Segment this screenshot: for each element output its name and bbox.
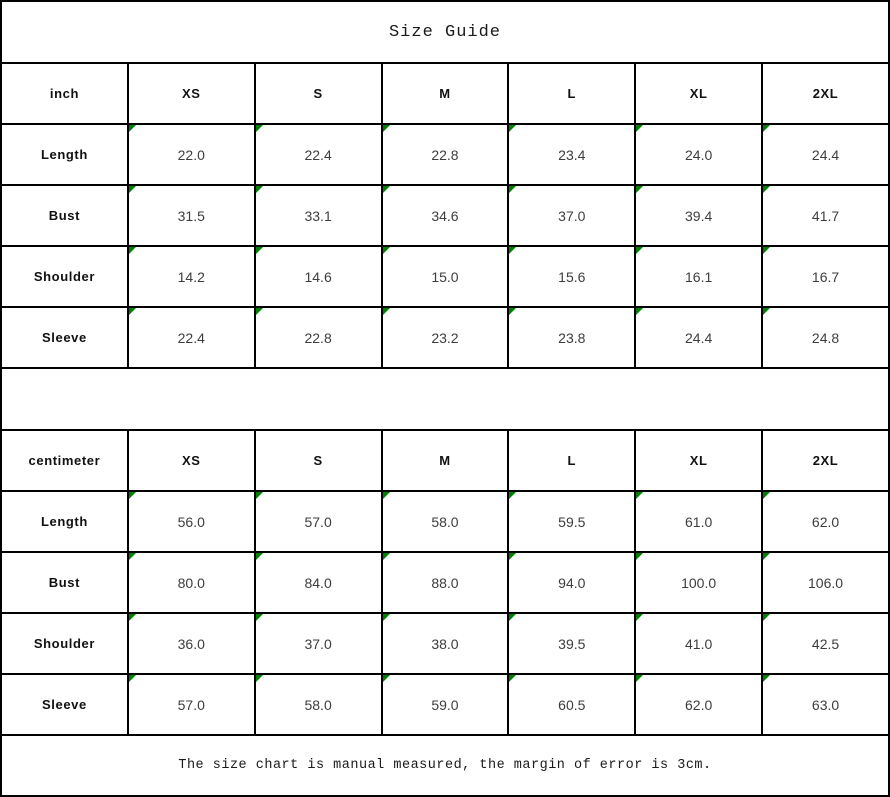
unit-header-cell: inch: [1, 63, 128, 124]
row-label-cell: Sleeve: [1, 307, 128, 368]
measurement-row: [1, 307, 889, 368]
size-value-cell: 80.0: [128, 552, 255, 613]
size-value-cell: 56.0: [128, 491, 255, 552]
size-value-cell: 14.2: [128, 246, 255, 307]
size-value-cell: 39.5: [508, 613, 635, 674]
cell-corner-marker-icon: [763, 492, 770, 499]
cell-corner-marker-icon: [763, 125, 770, 132]
title-row: [1, 1, 889, 63]
size-value-cell: 22.0: [128, 124, 255, 185]
size-value-cell: 24.0: [635, 124, 762, 185]
cell-corner-marker-icon: [509, 492, 516, 499]
cell-corner-marker-icon: [256, 308, 263, 315]
measurement-row: [1, 552, 889, 613]
cell-corner-marker-icon: [129, 186, 136, 193]
size-value-cell: 22.8: [255, 307, 382, 368]
cell-corner-marker-icon: [129, 614, 136, 621]
size-header-cell-s: S: [255, 63, 382, 124]
size-value-cell: 41.7: [762, 185, 889, 246]
size-value-cell: 23.4: [508, 124, 635, 185]
cell-corner-marker-icon: [636, 675, 643, 682]
size-header-cell-s: S: [255, 430, 382, 491]
size-header-cell-l: L: [508, 430, 635, 491]
cell-corner-marker-icon: [256, 553, 263, 560]
cell-corner-marker-icon: [383, 492, 390, 499]
size-value-cell: 23.8: [508, 307, 635, 368]
size-value-cell: 33.1: [255, 185, 382, 246]
cell-corner-marker-icon: [636, 614, 643, 621]
measurement-row: [1, 124, 889, 185]
size-value-cell: 34.6: [382, 185, 509, 246]
size-header-cell-2xl: 2XL: [762, 430, 889, 491]
size-value-cell: 14.6: [255, 246, 382, 307]
size-value-cell: 24.4: [635, 307, 762, 368]
size-value-cell: 60.5: [508, 674, 635, 735]
cell-corner-marker-icon: [256, 675, 263, 682]
size-value-cell: 24.8: [762, 307, 889, 368]
spacer-cell: [1, 368, 889, 430]
cell-corner-marker-icon: [509, 186, 516, 193]
unit-header-cell: centimeter: [1, 430, 128, 491]
size-value-cell: 38.0: [382, 613, 509, 674]
size-value-cell: 57.0: [128, 674, 255, 735]
size-header-cell-xs: XS: [128, 430, 255, 491]
cell-corner-marker-icon: [763, 308, 770, 315]
page-title: Size Guide: [1, 1, 889, 63]
size-value-cell: 16.7: [762, 246, 889, 307]
row-label-cell: Length: [1, 491, 128, 552]
cell-corner-marker-icon: [129, 247, 136, 254]
size-value-cell: 41.0: [635, 613, 762, 674]
size-value-cell: 36.0: [128, 613, 255, 674]
size-header-cell-xl: XL: [635, 430, 762, 491]
size-value-cell: 106.0: [762, 552, 889, 613]
cell-corner-marker-icon: [129, 492, 136, 499]
cell-corner-marker-icon: [383, 308, 390, 315]
inch-table-section: [1, 63, 889, 368]
size-value-cell: 59.5: [508, 491, 635, 552]
footer-row: [1, 735, 889, 796]
cell-corner-marker-icon: [129, 125, 136, 132]
size-header-cell-m: M: [382, 430, 509, 491]
size-value-cell: 22.8: [382, 124, 509, 185]
cell-corner-marker-icon: [636, 125, 643, 132]
cell-corner-marker-icon: [256, 186, 263, 193]
cell-corner-marker-icon: [509, 125, 516, 132]
size-value-cell: 62.0: [635, 674, 762, 735]
cell-corner-marker-icon: [509, 614, 516, 621]
cell-corner-marker-icon: [763, 247, 770, 254]
row-label-cell: Sleeve: [1, 674, 128, 735]
cell-corner-marker-icon: [383, 186, 390, 193]
size-value-cell: 88.0: [382, 552, 509, 613]
cell-corner-marker-icon: [763, 614, 770, 621]
title-section: [1, 1, 889, 63]
size-header-row: [1, 430, 889, 491]
size-value-cell: 62.0: [762, 491, 889, 552]
cell-corner-marker-icon: [509, 308, 516, 315]
size-value-cell: 22.4: [128, 307, 255, 368]
size-value-cell: 22.4: [255, 124, 382, 185]
size-header-cell-l: L: [508, 63, 635, 124]
size-value-cell: 42.5: [762, 613, 889, 674]
cell-corner-marker-icon: [636, 186, 643, 193]
spacer-row: [1, 368, 889, 430]
cell-corner-marker-icon: [383, 125, 390, 132]
size-value-cell: 57.0: [255, 491, 382, 552]
centimeter-table-section: [1, 430, 889, 735]
cell-corner-marker-icon: [129, 553, 136, 560]
cell-corner-marker-icon: [256, 492, 263, 499]
size-value-cell: 100.0: [635, 552, 762, 613]
cell-corner-marker-icon: [383, 553, 390, 560]
cell-corner-marker-icon: [636, 553, 643, 560]
cell-corner-marker-icon: [763, 675, 770, 682]
row-label-cell: Bust: [1, 552, 128, 613]
row-label-cell: Bust: [1, 185, 128, 246]
cell-corner-marker-icon: [256, 614, 263, 621]
cell-corner-marker-icon: [129, 675, 136, 682]
footer-note: The size chart is manual measured, the margin of error is 3cm.: [1, 735, 889, 796]
cell-corner-marker-icon: [383, 614, 390, 621]
size-header-cell-m: M: [382, 63, 509, 124]
size-value-cell: 15.0: [382, 246, 509, 307]
size-value-cell: 24.4: [762, 124, 889, 185]
size-value-cell: 37.0: [255, 613, 382, 674]
cell-corner-marker-icon: [256, 247, 263, 254]
size-value-cell: 39.4: [635, 185, 762, 246]
cell-corner-marker-icon: [763, 186, 770, 193]
cell-corner-marker-icon: [129, 308, 136, 315]
row-label-cell: Shoulder: [1, 613, 128, 674]
spacer-section: [1, 368, 889, 430]
size-value-cell: 37.0: [508, 185, 635, 246]
measurement-row: [1, 185, 889, 246]
measurement-row: [1, 246, 889, 307]
cell-corner-marker-icon: [383, 247, 390, 254]
size-header-cell-2xl: 2XL: [762, 63, 889, 124]
cell-corner-marker-icon: [383, 675, 390, 682]
measurement-row: [1, 613, 889, 674]
size-value-cell: 16.1: [635, 246, 762, 307]
cell-corner-marker-icon: [509, 247, 516, 254]
row-label-cell: Shoulder: [1, 246, 128, 307]
size-value-cell: 63.0: [762, 674, 889, 735]
size-value-cell: 15.6: [508, 246, 635, 307]
size-value-cell: 23.2: [382, 307, 509, 368]
size-value-cell: 58.0: [255, 674, 382, 735]
cell-corner-marker-icon: [763, 553, 770, 560]
row-label-cell: Length: [1, 124, 128, 185]
size-value-cell: 31.5: [128, 185, 255, 246]
size-header-cell-xl: XL: [635, 63, 762, 124]
footer-section: [1, 735, 889, 796]
size-value-cell: 84.0: [255, 552, 382, 613]
size-value-cell: 58.0: [382, 491, 509, 552]
cell-corner-marker-icon: [636, 247, 643, 254]
measurement-row: [1, 674, 889, 735]
cell-corner-marker-icon: [509, 553, 516, 560]
size-header-cell-xs: XS: [128, 63, 255, 124]
cell-corner-marker-icon: [636, 492, 643, 499]
size-value-cell: 94.0: [508, 552, 635, 613]
cell-corner-marker-icon: [636, 308, 643, 315]
measurement-row: [1, 491, 889, 552]
cell-corner-marker-icon: [509, 675, 516, 682]
size-value-cell: 61.0: [635, 491, 762, 552]
cell-corner-marker-icon: [256, 125, 263, 132]
size-value-cell: 59.0: [382, 674, 509, 735]
size-header-row: [1, 63, 889, 124]
